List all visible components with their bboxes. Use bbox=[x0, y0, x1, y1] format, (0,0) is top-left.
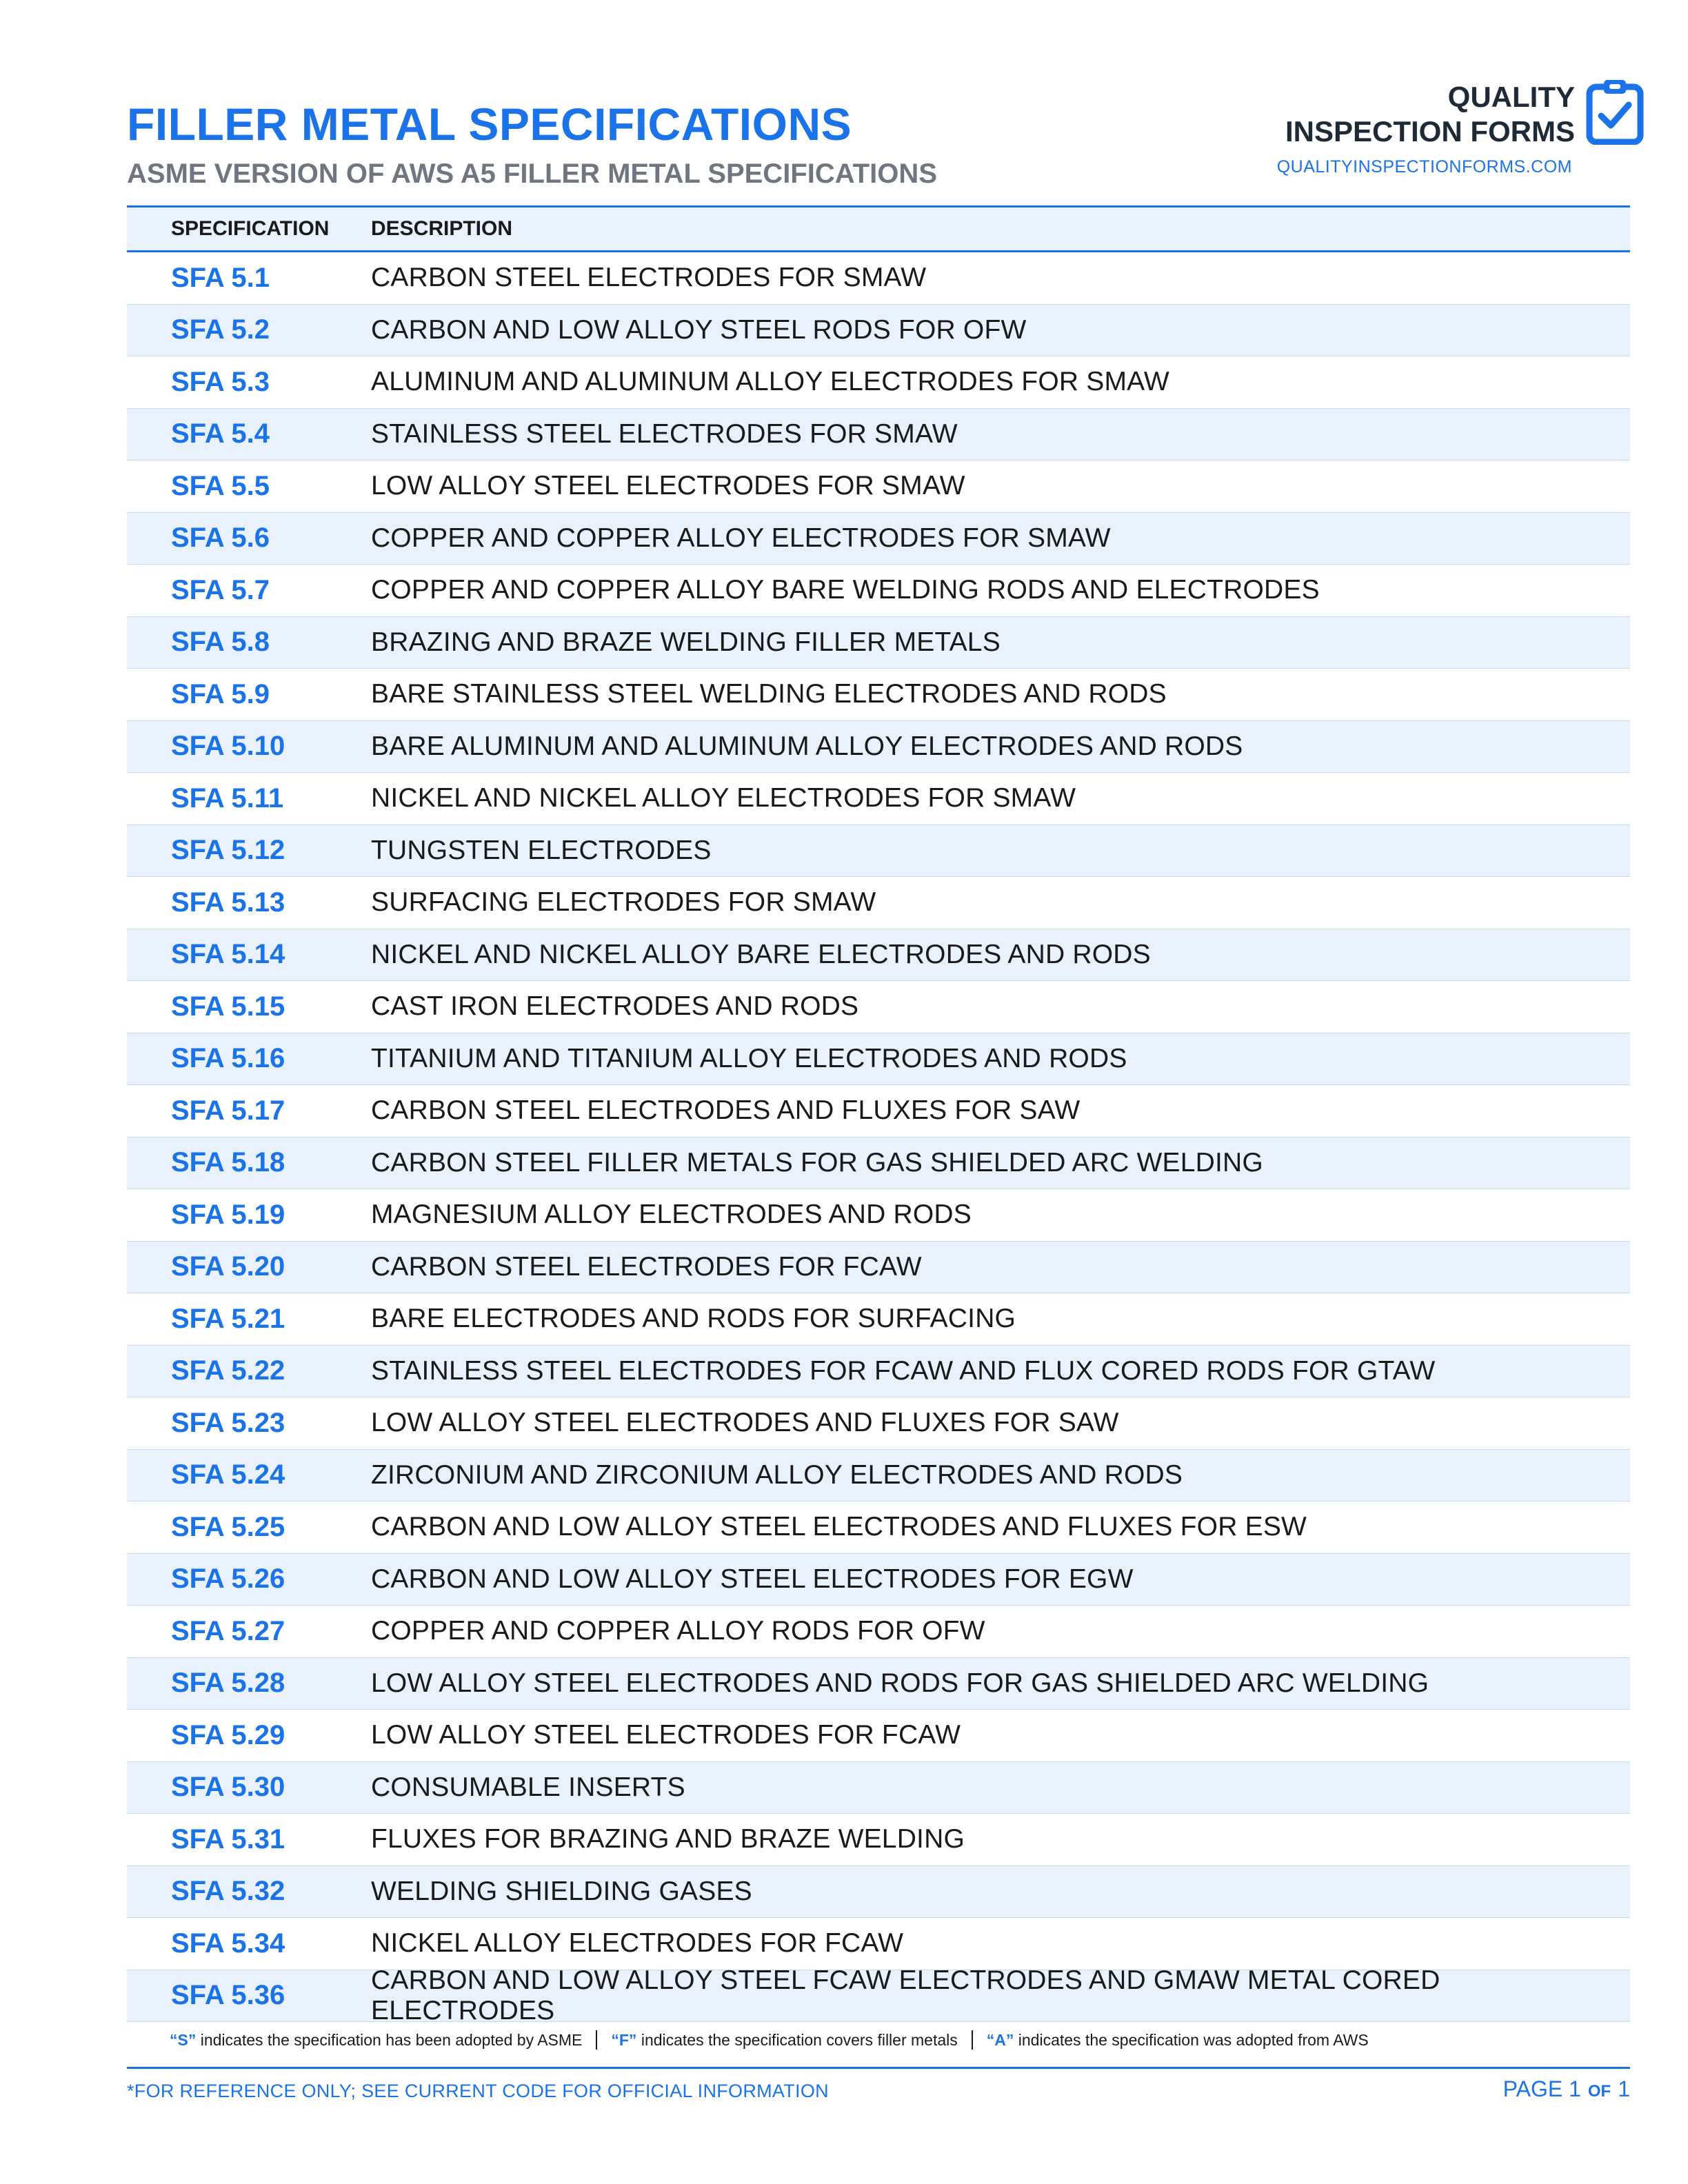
page-subtitle: ASME VERSION OF AWS A5 FILLER METAL SPECIFICATIONS bbox=[127, 159, 937, 189]
spec-description: CARBON STEEL FILLER METALS FOR GAS SHIELDED ARC WELDING bbox=[371, 1147, 1263, 1177]
spec-table bbox=[127, 205, 1630, 2025]
table-row bbox=[127, 1658, 1630, 1710]
spec-code: SFA 5.15 bbox=[171, 991, 285, 1022]
spec-code: SFA 5.11 bbox=[171, 782, 284, 813]
spec-code: SFA 5.19 bbox=[171, 1199, 285, 1230]
spec-description: CARBON STEEL ELECTRODES AND FLUXES FOR SAW bbox=[371, 1095, 1081, 1126]
spec-code: SFA 5.16 bbox=[171, 1043, 285, 1074]
page-number: PAGE 1 OF 1 bbox=[1503, 2076, 1630, 2101]
spec-description: MAGNESIUM ALLOY ELECTRODES AND RODS bbox=[371, 1200, 972, 1230]
table-row bbox=[127, 1293, 1630, 1346]
table-row bbox=[127, 1242, 1630, 1294]
table-row bbox=[127, 1814, 1630, 1866]
table-row bbox=[127, 1189, 1630, 1242]
spec-description: TITANIUM AND TITANIUM ALLOY ELECTRODES AND RODS bbox=[371, 1043, 1127, 1073]
spec-code: SFA 5.1 bbox=[171, 262, 270, 293]
spec-code: SFA 5.25 bbox=[171, 1511, 285, 1542]
spec-code: SFA 5.17 bbox=[171, 1095, 285, 1126]
spec-description: ALUMINUM AND ALUMINUM ALLOY ELECTRODES FOR SMAW bbox=[371, 367, 1169, 397]
spec-description: BARE ELECTRODES AND RODS FOR SURFACING bbox=[371, 1304, 1016, 1334]
table-row bbox=[127, 1606, 1630, 1658]
spec-description: NICKEL AND NICKEL ALLOY ELECTRODES FOR SMAW bbox=[371, 783, 1076, 813]
legend-divider bbox=[596, 2030, 597, 2050]
spec-code: SFA 5.18 bbox=[171, 1147, 285, 1178]
table-row bbox=[127, 565, 1630, 617]
spec-code: SFA 5.28 bbox=[171, 1668, 285, 1699]
table-row bbox=[127, 356, 1630, 409]
legend-item-a: “A” indicates the specification was adopted from AWS bbox=[986, 2030, 1369, 2049]
table-row bbox=[127, 513, 1630, 565]
brand-logo bbox=[1258, 76, 1644, 179]
spec-code: SFA 5.14 bbox=[171, 939, 285, 970]
spec-code: SFA 5.2 bbox=[171, 314, 270, 345]
spec-code: SFA 5.6 bbox=[171, 523, 270, 554]
spec-description: SURFACING ELECTRODES FOR SMAW bbox=[371, 887, 876, 918]
spec-code: SFA 5.31 bbox=[171, 1823, 285, 1854]
table-row bbox=[127, 1138, 1630, 1190]
table-row bbox=[127, 669, 1630, 721]
table-row bbox=[127, 1085, 1630, 1138]
spec-code: SFA 5.12 bbox=[171, 835, 285, 866]
table-row bbox=[127, 1346, 1630, 1398]
column-header-specification: SPECIFICATION bbox=[171, 217, 330, 240]
page-title: FILLER METAL SPECIFICATIONS bbox=[127, 99, 852, 150]
table-row bbox=[127, 1762, 1630, 1814]
table-header bbox=[127, 205, 1630, 252]
table-row bbox=[127, 617, 1630, 669]
spec-description: CARBON STEEL ELECTRODES FOR SMAW bbox=[371, 263, 927, 293]
spec-description: BARE STAINLESS STEEL WELDING ELECTRODES AND RODS bbox=[371, 679, 1167, 709]
column-header-description: DESCRIPTION bbox=[371, 217, 513, 240]
table-row bbox=[127, 981, 1630, 1033]
spec-code: SFA 5.4 bbox=[171, 418, 270, 449]
spec-description: TUNGSTEN ELECTRODES bbox=[371, 835, 712, 865]
spec-description: BRAZING AND BRAZE WELDING FILLER METALS bbox=[371, 627, 1001, 657]
spec-code: SFA 5.30 bbox=[171, 1772, 285, 1803]
legend-item-f: “F” indicates the specification covers filler metals bbox=[611, 2030, 958, 2049]
spec-description: CARBON AND LOW ALLOY STEEL ELECTRODES AND FLUXES FOR ESW bbox=[371, 1512, 1307, 1542]
spec-description: CARBON AND LOW ALLOY STEEL FCAW ELECTRODES AND GMAW METAL CORED ELECTRODES bbox=[371, 1965, 1440, 2025]
spec-code: SFA 5.9 bbox=[171, 678, 270, 709]
spec-description: CAST IRON ELECTRODES AND RODS bbox=[371, 991, 859, 1022]
spec-description: LOW ALLOY STEEL ELECTRODES FOR SMAW bbox=[371, 471, 965, 501]
table-row bbox=[127, 877, 1630, 929]
spec-code: SFA 5.32 bbox=[171, 1876, 285, 1907]
spec-description: COPPER AND COPPER ALLOY BARE WELDING RODS AND ELECTRODES bbox=[371, 575, 1320, 605]
footer-divider bbox=[127, 2067, 1630, 2069]
table-row bbox=[127, 1554, 1630, 1606]
spec-code: SFA 5.34 bbox=[171, 1928, 285, 1959]
table-row bbox=[127, 1965, 1630, 2025]
table-row bbox=[127, 1918, 1630, 1970]
spec-description: CARBON AND LOW ALLOY STEEL RODS FOR OFW bbox=[371, 314, 1027, 345]
table-row bbox=[127, 1450, 1630, 1502]
spec-code: SFA 5.24 bbox=[171, 1459, 285, 1490]
spec-code: SFA 5.21 bbox=[171, 1303, 285, 1334]
spec-code: SFA 5.26 bbox=[171, 1564, 285, 1595]
table-row bbox=[127, 1397, 1630, 1450]
brand-url[interactable]: QUALITYINSPECTIONFORMS.COM bbox=[1276, 157, 1572, 176]
table-row bbox=[127, 461, 1630, 513]
table-row bbox=[127, 252, 1630, 305]
spec-code: SFA 5.10 bbox=[171, 731, 285, 762]
spec-description: WELDING SHIELDING GASES bbox=[371, 1876, 752, 1906]
spec-description: LOW ALLOY STEEL ELECTRODES AND RODS FOR GAS SHIELDED ARC WELDING bbox=[371, 1668, 1429, 1698]
spec-description: LOW ALLOY STEEL ELECTRODES AND FLUXES FOR SAW bbox=[371, 1408, 1119, 1438]
spec-code: SFA 5.36 bbox=[171, 1980, 285, 2011]
spec-description: CARBON AND LOW ALLOY STEEL ELECTRODES FOR EGW bbox=[371, 1564, 1134, 1594]
table-row bbox=[127, 1866, 1630, 1919]
table-row bbox=[127, 1502, 1630, 1554]
spec-description: COPPER AND COPPER ALLOY ELECTRODES FOR SMAW bbox=[371, 523, 1111, 553]
spec-description: ZIRCONIUM AND ZIRCONIUM ALLOY ELECTRODES AND RODS bbox=[371, 1459, 1183, 1490]
spec-code: SFA 5.20 bbox=[171, 1251, 285, 1282]
spec-description: NICKEL ALLOY ELECTRODES FOR FCAW bbox=[371, 1928, 904, 1959]
spec-description: NICKEL AND NICKEL ALLOY BARE ELECTRODES AND RODS bbox=[371, 939, 1151, 969]
table-row bbox=[127, 773, 1630, 825]
spec-description: FLUXES FOR BRAZING AND BRAZE WELDING bbox=[371, 1824, 965, 1854]
table-row bbox=[127, 305, 1630, 357]
legend-divider bbox=[972, 2030, 973, 2050]
legend-item-s: “S” indicates the specification has been adopted by ASME bbox=[170, 2030, 583, 2049]
spec-description: BARE ALUMINUM AND ALUMINUM ALLOY ELECTRODES AND RODS bbox=[371, 731, 1243, 761]
legend bbox=[170, 2030, 1369, 2050]
table-row bbox=[127, 1033, 1630, 1086]
table-row bbox=[127, 825, 1630, 878]
spec-code: SFA 5.27 bbox=[171, 1615, 285, 1646]
spec-code: SFA 5.22 bbox=[171, 1355, 285, 1386]
spec-code: SFA 5.29 bbox=[171, 1719, 285, 1750]
footer-note: *FOR REFERENCE ONLY; SEE CURRENT CODE FOR OFFICIAL INFORMATION bbox=[127, 2081, 829, 2101]
table-row bbox=[127, 409, 1630, 461]
brand-name: QUALITY INSPECTION FORMS bbox=[1285, 81, 1575, 148]
clipboard-check-icon bbox=[1586, 77, 1644, 145]
spec-description: CARBON STEEL ELECTRODES FOR FCAW bbox=[371, 1251, 922, 1282]
table-row bbox=[127, 721, 1630, 774]
table-row bbox=[127, 929, 1630, 982]
spec-description: LOW ALLOY STEEL ELECTRODES FOR FCAW bbox=[371, 1720, 961, 1750]
spec-code: SFA 5.3 bbox=[171, 366, 270, 397]
spec-description: CONSUMABLE INSERTS bbox=[371, 1772, 685, 1802]
spec-code: SFA 5.7 bbox=[171, 574, 270, 605]
spec-code: SFA 5.5 bbox=[171, 470, 270, 501]
spec-description: STAINLESS STEEL ELECTRODES FOR SMAW bbox=[371, 418, 958, 449]
spec-description: STAINLESS STEEL ELECTRODES FOR FCAW AND FLUX CORED RODS FOR GTAW bbox=[371, 1355, 1436, 1386]
spec-code: SFA 5.23 bbox=[171, 1407, 285, 1438]
table-row bbox=[127, 1710, 1630, 1762]
table-body bbox=[127, 252, 1630, 2025]
spec-code: SFA 5.13 bbox=[171, 887, 285, 918]
spec-description: COPPER AND COPPER ALLOY RODS FOR OFW bbox=[371, 1616, 985, 1646]
spec-code: SFA 5.8 bbox=[171, 627, 270, 658]
